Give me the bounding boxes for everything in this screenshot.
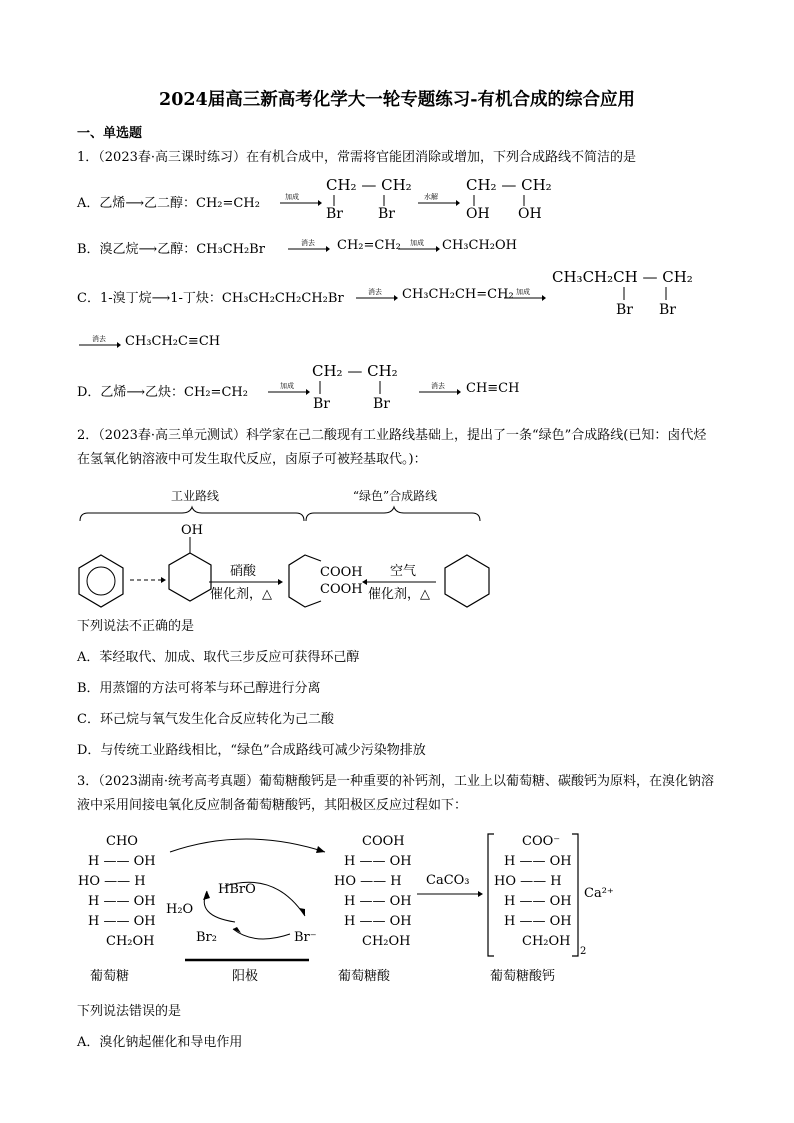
q3-h2o: H₂O xyxy=(166,902,194,917)
gluconate-subscript: 2 xyxy=(580,946,587,957)
q2-option-c: C．环己烷与氧气发生化合反应转化为己二酸 xyxy=(77,712,334,727)
gluconic-line-5: H —— OH xyxy=(344,914,412,929)
q1-c-arrow1-label: 消去 xyxy=(368,288,382,296)
q1-d-mol-br-right: Br xyxy=(373,396,390,412)
q2-option-a: A．苯经取代、加成、取代三步反应可获得环己醇 xyxy=(77,650,360,665)
q3-cycle-arrows xyxy=(165,836,340,966)
caption-gluconate: 葡萄糖酸钙 xyxy=(490,969,556,984)
q1-b-arrow1-label: 消去 xyxy=(301,239,315,247)
q1-c-mol-br-left: Br xyxy=(616,302,633,318)
cyclohexane-icon xyxy=(442,553,492,609)
q1-b-end: CH₃CH₂OH xyxy=(442,238,517,253)
q2-cooh1: COOH xyxy=(320,565,363,580)
gluconic-line-2: H —— OH xyxy=(344,854,412,869)
q3-arrow-caco3 xyxy=(417,890,483,898)
q2-stem: 2．（2023春·高三单元测试）科学家在己二酸现有工业路线基础上，提出了一条“绿色”合成路线(已知：卤代烃在氢氧化钠溶液中可发生取代反应，卤原子可被羟基取代。)： xyxy=(77,428,707,467)
cyclohexanol-icon xyxy=(165,537,215,607)
q2-braces xyxy=(78,505,484,523)
q1-a-arrow2 xyxy=(418,199,460,207)
q3-calcium-ion: Ca²⁺ xyxy=(584,886,614,901)
gluconate-line-1: COO⁻ xyxy=(522,834,561,849)
q3-hbro: HBrO xyxy=(218,882,256,897)
q1-a-arrow1 xyxy=(280,199,322,207)
q1-c-mol-br-right: Br xyxy=(659,302,676,318)
q1-a-mol2-oh-left: OH xyxy=(466,206,490,222)
q1-c-arrow3 xyxy=(79,341,121,349)
q3-br-minus: Br⁻ xyxy=(294,930,317,945)
glucose-line-1: CHO xyxy=(106,834,138,849)
glucose-line-2: H —— OH xyxy=(88,854,156,869)
q1-c-arrow1 xyxy=(356,294,398,302)
q1-stem: 1．（2023春·高三课时练习）在有机合成中，常需将官能团消除或增加，下列合成路线不简洁的是 xyxy=(77,150,636,165)
q2-option-b: B．用蒸馏的方法可将苯与环己醇进行分离 xyxy=(77,681,321,696)
gluconic-line-1: COOH xyxy=(362,834,405,849)
q1-c-prefix: C．1-溴丁烷⟶1-丁炔：CH₃CH₂CH₂CH₂Br xyxy=(77,291,344,306)
q1-b-prefix: B．溴乙烷⟶乙醇：CH₃CH₂Br xyxy=(77,242,265,257)
q2-cooh2: COOH xyxy=(320,582,363,597)
q1-b-arrow2-label: 加成 xyxy=(410,239,424,247)
q1-d-mol-bonds xyxy=(316,381,386,395)
q1-c-arrow2-label: 加成 xyxy=(516,288,530,296)
q1-d-arrow2 xyxy=(419,388,461,396)
q2-cond1: 催化剂，△ xyxy=(210,587,272,602)
q1-b-arrow2 xyxy=(398,245,440,253)
gluconate-line-5: H —— OH xyxy=(504,914,572,929)
q3-ask: 下列说法错误的是 xyxy=(77,1004,182,1019)
q1-d-mol-br-left: Br xyxy=(313,396,330,412)
q3-br2: Br₂ xyxy=(196,930,217,945)
page-title: 2024届高三新高考化学大一轮专题练习-有机合成的综合应用 xyxy=(159,90,635,110)
caption-anode: 阳极 xyxy=(232,969,259,984)
gluconic-line-3: HO —— H xyxy=(334,874,402,889)
glucose-line-3: HO —— H xyxy=(78,874,146,889)
q1-a-mol1-br-left: Br xyxy=(326,206,343,222)
glucose-line-6: CH₂OH xyxy=(106,934,155,949)
q1-a-prefix: A．乙烯⟶乙二醇：CH₂=CH₂ xyxy=(77,196,260,211)
q2-ask: 下列说法不正确的是 xyxy=(77,619,195,634)
q1-c-arrow2 xyxy=(504,294,546,302)
q1-a-mol1-top: CH₂ — CH₂ xyxy=(326,176,412,194)
q1-a-arrow1-label: 加成 xyxy=(285,193,299,201)
adipic-acid-ring xyxy=(285,553,325,613)
gluconic-line-6: CH₂OH xyxy=(362,934,411,949)
q1-d-prefix: D．乙烯⟶乙炔：CH₂=CH₂ xyxy=(77,385,248,400)
q1-a-arrow2-label: 水解 xyxy=(424,193,438,201)
q1-b-mid: CH₂=CH₂ xyxy=(337,238,401,253)
gluconate-line-6: CH₂OH xyxy=(522,934,571,949)
q1-a-mol2-top: CH₂ — CH₂ xyxy=(466,176,552,194)
q2-reagent2: 空气 xyxy=(390,564,417,579)
q1-d-end: CH≡CH xyxy=(466,381,520,396)
gluconate-line-3: HO —— H xyxy=(494,874,562,889)
gluconate-line-2: H —— OH xyxy=(504,854,572,869)
q1-c-mol-top: CH₃CH₂CH — CH₂ xyxy=(552,268,693,286)
gluconic-line-4: H —— OH xyxy=(344,894,412,909)
caption-glucose: 葡萄糖 xyxy=(90,969,130,984)
q1-d-arrow1 xyxy=(268,388,310,396)
q1-c-end: CH₃CH₂C≡CH xyxy=(125,334,221,349)
benzene-icon xyxy=(76,553,126,609)
q2-dashed-arrow xyxy=(130,576,166,584)
q1-c-arrow3-label: 消去 xyxy=(92,335,106,343)
q2-reagent1: 硝酸 xyxy=(230,564,257,579)
q2-label-green: “绿色”合成路线 xyxy=(352,489,438,503)
caption-gluconic: 葡萄糖酸 xyxy=(338,969,391,984)
q1-a-mol1-br-right: Br xyxy=(378,206,395,222)
glucose-line-5: H —— OH xyxy=(88,914,156,929)
q1-a-mol2-oh-right: OH xyxy=(518,206,542,222)
q1-d-arrow1-label: 加成 xyxy=(280,382,294,390)
q3-stem: 3．（2023湖南·统考高考真题）葡萄糖酸钙是一种重要的补钙剂，工业上以葡萄糖、碳酸钙为原料，在溴化钠溶液中采用间接电氧化反应制备葡萄糖酸钙，其阳极区反应过程如下： xyxy=(77,774,714,813)
q2-cond2: 催化剂，△ xyxy=(368,587,430,602)
q1-d-mol-top: CH₂ — CH₂ xyxy=(312,362,398,380)
glucose-line-4: H —— OH xyxy=(88,894,156,909)
q3-caco3: CaCO₃ xyxy=(426,873,470,888)
section-heading: 一、单选题 xyxy=(77,126,143,141)
q3-option-a: A．溴化钠起催化和导电作用 xyxy=(77,1035,243,1050)
q1-c-mol-bonds xyxy=(620,287,680,301)
q2-oh-label: OH xyxy=(181,523,203,538)
q2-option-d: D．与传统工业路线相比，“绿色”合成路线可减少污染物排放 xyxy=(77,743,426,758)
gluconate-line-4: H —— OH xyxy=(504,894,572,909)
q1-b-arrow1 xyxy=(288,245,330,253)
q1-c-mid: CH₃CH₂CH=CH₂ xyxy=(402,287,514,302)
q2-label-industrial: 工业路线 xyxy=(170,489,219,503)
q1-d-arrow2-label: 消去 xyxy=(431,382,445,390)
